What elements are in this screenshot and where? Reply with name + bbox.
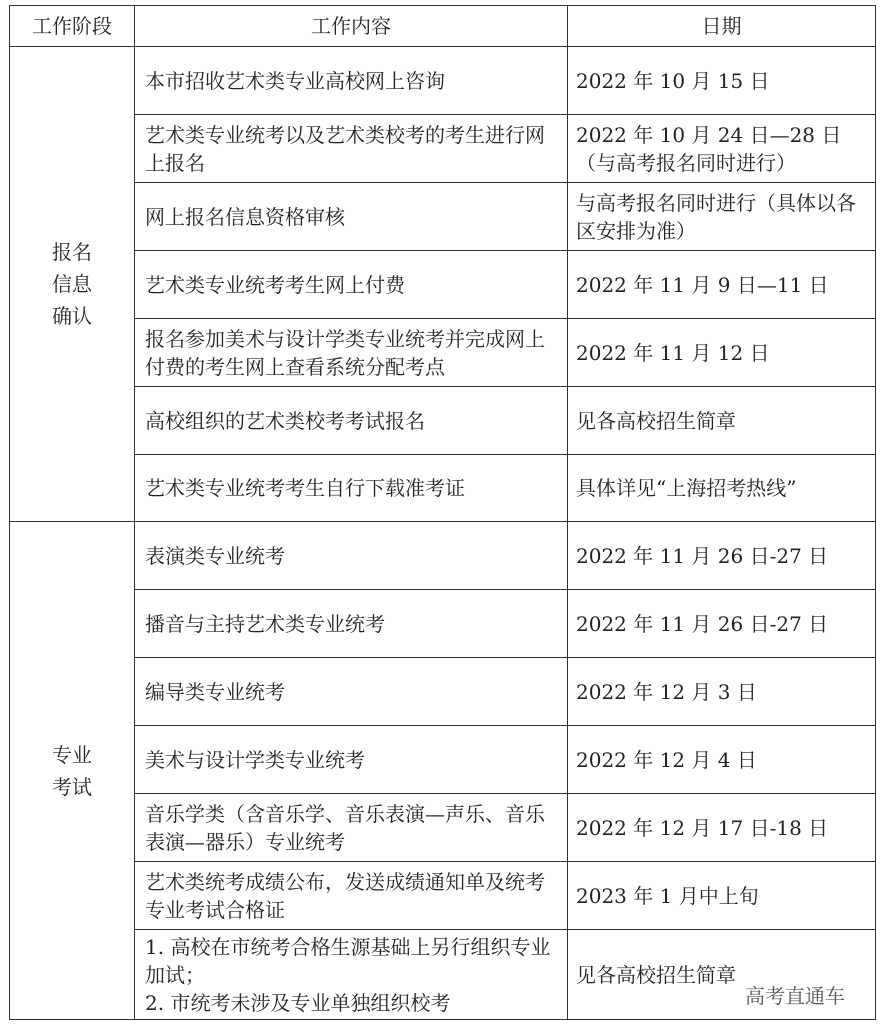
table-row <box>10 183 876 251</box>
stage-cell: 报名 信息 确认 <box>10 47 135 522</box>
schedule-table <box>9 5 876 1020</box>
date-cell: 2022 年 12 月 4 日 <box>568 726 876 794</box>
header-date: 日期 <box>568 6 876 47</box>
date-cell: 见各高校招生简章 <box>568 930 876 1020</box>
date-cell: 与高考报名同时进行（具体以各区安排为准） <box>568 183 876 251</box>
content-cell: 网上报名信息资格审核 <box>135 183 568 251</box>
table-row <box>10 522 876 590</box>
content-cell: 高校组织的艺术类校考考试报名 <box>135 387 568 455</box>
date-cell: 2022 年 11 月 9 日—11 日 <box>568 251 876 319</box>
table-row <box>10 862 876 930</box>
content-cell: 音乐学类（含音乐学、音乐表演—声乐、音乐表演—器乐）专业统考 <box>135 794 568 862</box>
content-cell: 播音与主持艺术类专业统考 <box>135 590 568 658</box>
header-content: 工作内容 <box>135 6 568 47</box>
date-cell: 2022 年 11 月 26 日-27 日 <box>568 590 876 658</box>
table-row <box>10 251 876 319</box>
date-cell: 2022 年 12 月 3 日 <box>568 658 876 726</box>
table-body <box>10 47 876 1020</box>
table-row <box>10 726 876 794</box>
content-cell: 艺术类专业统考考生自行下载准考证 <box>135 455 568 522</box>
date-cell: 2022 年 11 月 26 日-27 日 <box>568 522 876 590</box>
content-cell: 艺术类专业统考考生网上付费 <box>135 251 568 319</box>
content-cell: 艺术类专业统考以及艺术类校考的考生进行网上报名 <box>135 115 568 183</box>
table-row <box>10 455 876 522</box>
table-row <box>10 115 876 183</box>
table-row <box>10 794 876 862</box>
content-cell: 编导类专业统考 <box>135 658 568 726</box>
date-cell: 2023 年 1 月中上旬 <box>568 862 876 930</box>
content-cell: 表演类专业统考 <box>135 522 568 590</box>
content-cell: 报名参加美术与设计学类专业统考并完成网上付费的考生网上查看系统分配考点 <box>135 319 568 387</box>
header-row <box>10 6 876 47</box>
watermark: 高考直通车 <box>745 984 845 1008</box>
header-stage: 工作阶段 <box>10 6 135 47</box>
table-row <box>10 658 876 726</box>
date-cell: 2022 年 10 月 24 日—28 日（与高考报名同时进行） <box>568 115 876 183</box>
date-cell: 2022 年 11 月 12 日 <box>568 319 876 387</box>
table-row <box>10 47 876 115</box>
content-cell: 艺术类统考成绩公布，发送成绩通知单及统考专业考试合格证 <box>135 862 568 930</box>
content-cell: 1. 高校在市统考合格生源基础上另行组织专业加试； 2. 市统考未涉及专业单独组织校考 <box>135 930 568 1020</box>
date-cell: 具体详见“上海招考热线” <box>568 455 876 522</box>
stage-cell: 专业 考试 <box>10 522 135 1020</box>
content-cell: 美术与设计学类专业统考 <box>135 726 568 794</box>
date-cell: 见各高校招生简章 <box>568 387 876 455</box>
date-cell: 2022 年 12 月 17 日-18 日 <box>568 794 876 862</box>
table-row <box>10 387 876 455</box>
table-row <box>10 319 876 387</box>
content-cell: 本市招收艺术类专业高校网上咨询 <box>135 47 568 115</box>
date-cell: 2022 年 10 月 15 日 <box>568 47 876 115</box>
table-row <box>10 590 876 658</box>
